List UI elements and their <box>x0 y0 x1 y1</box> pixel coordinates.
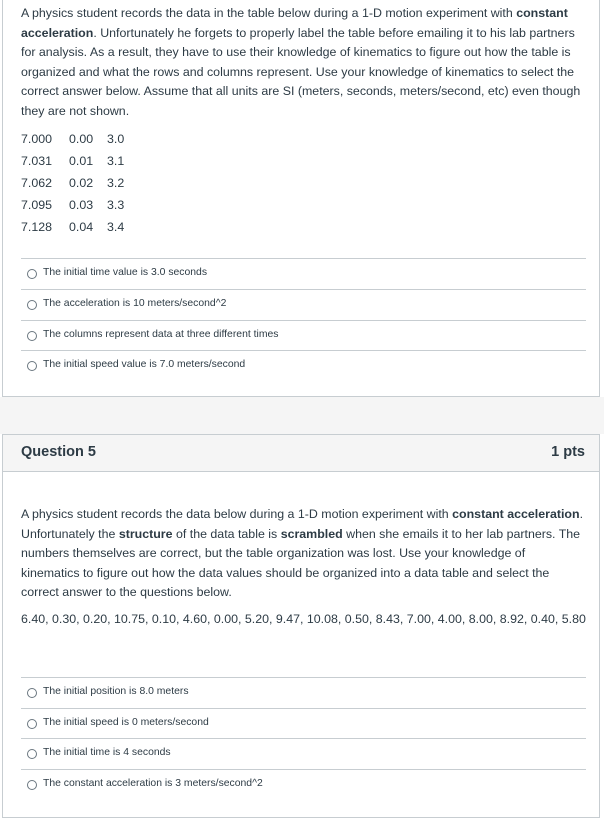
answer-option[interactable]: The initial speed value is 7.0 meters/second <box>21 350 586 380</box>
question-4-card: A physics student records the data in the table below during a 1-D motion experiment with constant acceleration. Unfortunately he forgets to properly label the table before emailing it to his lab partners for analysis. As a result, they have to use their knowledge of kinematics to figure out how the table is organized and what the rows and columns represent. Use your knowledge of kinematics to select the correct answer below. Assume that all units are SI (meters, seconds, meters/second, etc) even though they are not shown. 7.000 0.00 3.0 7.031 0.01 3.1 7.062 0.02 3.2 7.095 0.03 3.3 7.128 0.04 3.4 The initial time value is 3.0 seconds The acceleration is 10 meters/second^2 The columns represent data at three different times The initial speed value is 7.0 meters/second <box>2 0 600 397</box>
radio-button[interactable] <box>27 361 37 371</box>
question-title: Question 5 <box>21 444 96 460</box>
radio-button[interactable] <box>27 688 37 698</box>
radio-button[interactable] <box>27 300 37 310</box>
question-separator <box>0 397 604 434</box>
radio-button[interactable] <box>27 269 37 279</box>
answer-option[interactable]: The columns represent data at three different times <box>21 320 586 350</box>
radio-button[interactable] <box>27 331 37 341</box>
question-points: 1 pts <box>551 444 585 460</box>
answer-option[interactable]: The initial speed is 0 meters/second <box>21 708 586 738</box>
answer-option[interactable]: The acceleration is 10 meters/second^2 <box>21 289 586 319</box>
question-5-prompt: A physics student records the data below during a 1-D motion experiment with constant acceleration. Unfortunately the structure of the data table is scrambled when she emails it to her lab partners. The numbers themselves are correct, but the table organization was lost. Use your knowledge of kinematics to figure out how the data values should be organized into a data table and select the correct answer to the questions below. <box>21 507 584 600</box>
radio-button[interactable] <box>27 780 37 790</box>
radio-button[interactable] <box>27 749 37 759</box>
radio-button[interactable] <box>27 719 37 729</box>
answer-option[interactable]: The constant acceleration is 3 meters/second^2 <box>21 769 586 799</box>
question-header <box>3 435 599 472</box>
question-4-prompt: A physics student records the data in the table below during a 1-D motion experiment with constant acceleration. Unfortunately he forgets to properly label the table before emailing it to his lab partners for analysis. As a result, they have to use their knowledge of kinematics to figure out how the table is organized and what the rows and columns represent. Use your knowledge of kinematics to select the correct answer below. Assume that all units are SI (meters, seconds, meters/second, etc) even though they are not shown. <box>21 6 581 118</box>
answer-option[interactable]: The initial time value is 3.0 seconds <box>21 258 586 288</box>
scrambled-numbers: 6.40, 0.30, 0.20, 10.75, 0.10, 4.60, 0.00, 5.20, 9.47, 10.08, 0.50, 8.43, 7.00, 4.00, 8.00, 8.92, 0.40, 5.80 <box>21 612 586 626</box>
question-5-card <box>2 434 600 818</box>
answer-option[interactable]: The initial time is 4 seconds <box>21 738 586 768</box>
answer-option[interactable]: The initial position is 8.0 meters <box>21 677 586 707</box>
